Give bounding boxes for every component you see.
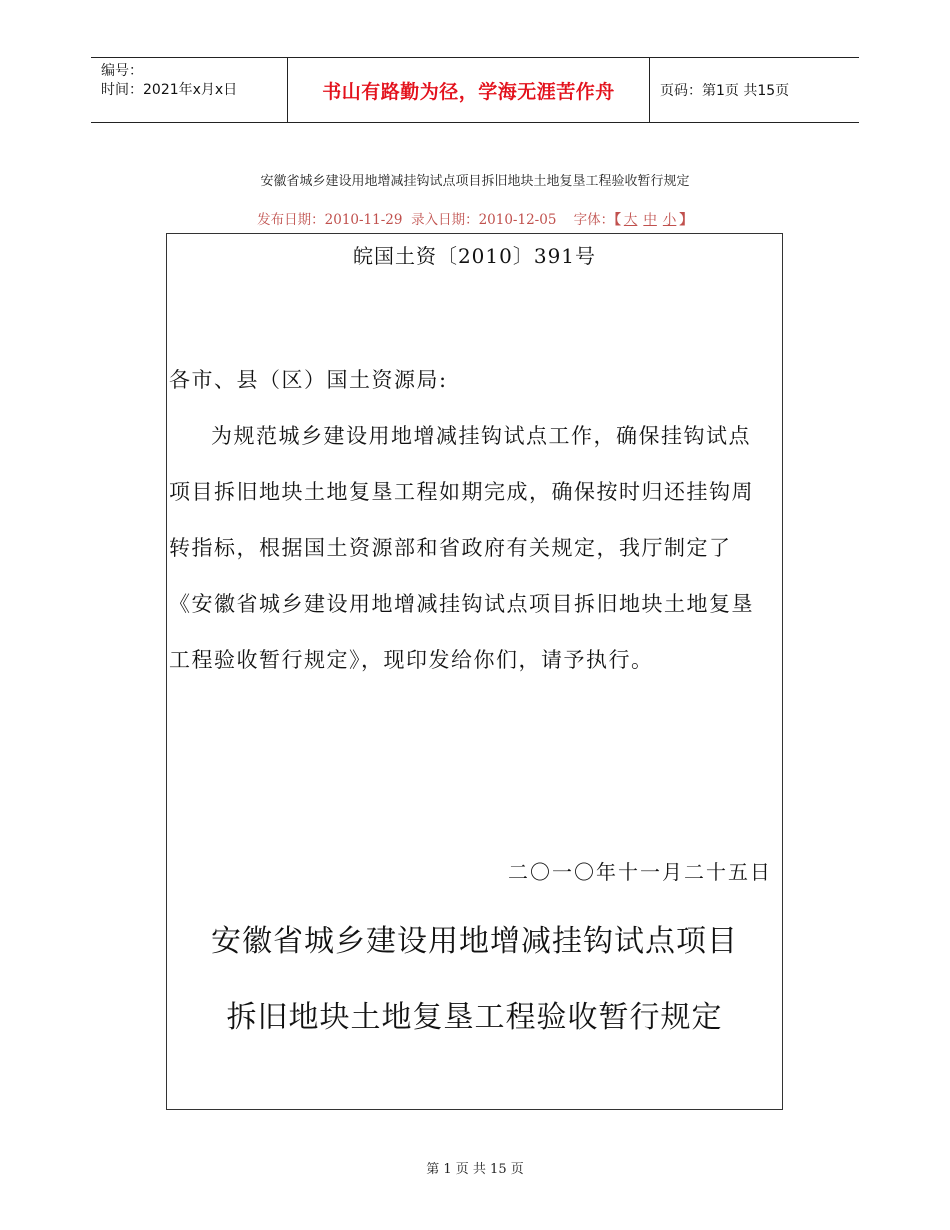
- body-paragraph: 为规范城乡建设用地增减挂钩试点工作，确保挂钩试点项目拆旧地块土地复垦工程如期完成，确保按时归还挂钩周转指标，根据国土资源部和省政府有关规定，我厅制定了《安徽省城乡建设用地增减挂钩试点项目拆旧地块土地复垦工程验收暂行规定》，现印发给你们，请予执行。: [169, 424, 754, 672]
- time-label: 时间：2021年x月x日: [101, 82, 238, 98]
- document-number: 皖国土资〔2010〕391号: [352, 244, 597, 268]
- document-title: 安徽省城乡建设用地增减挂钩试点项目拆旧地块土地复垦工程验收暂行规定: [260, 174, 690, 189]
- regulation-title-line-1: 安徽省城乡建设用地增减挂钩试点项目: [211, 924, 738, 959]
- motto-text: 书山有路勤为径，学海无涯苦作舟: [322, 80, 615, 103]
- header-page-cell: [650, 58, 859, 122]
- page-footer: 第 1 页 共 15 页: [426, 1162, 524, 1177]
- document-frame: [166, 233, 783, 1110]
- serial-label: 编号：: [101, 63, 143, 79]
- document-body: [169, 352, 769, 688]
- entry-date: 录入日期：2010-12-05: [411, 212, 557, 228]
- header-motto-cell: [287, 58, 650, 122]
- font-size-switcher: [614, 212, 693, 228]
- header-table: [91, 57, 859, 123]
- signing-date: 二〇一〇年十一月二十五日: [508, 860, 772, 884]
- bracket-close: 】: [679, 212, 693, 228]
- font-size-large-link[interactable]: 大: [623, 212, 638, 228]
- font-size-medium-link[interactable]: 中: [643, 212, 657, 228]
- regulation-title-line-2: 拆旧地块土地复垦工程验收暂行规定: [226, 1000, 723, 1035]
- publish-date: 发布日期：2010-11-29: [257, 212, 403, 228]
- meta-line: [0, 208, 950, 228]
- header-left-cell: [91, 58, 287, 122]
- bracket-open: 【: [614, 212, 621, 228]
- page-info: 页码：第1页 共15页: [660, 83, 790, 99]
- font-label: 字体：: [573, 212, 615, 228]
- salutation: 各市、县（区）国土资源局:: [169, 368, 448, 392]
- font-size-small-link[interactable]: 小: [662, 212, 677, 228]
